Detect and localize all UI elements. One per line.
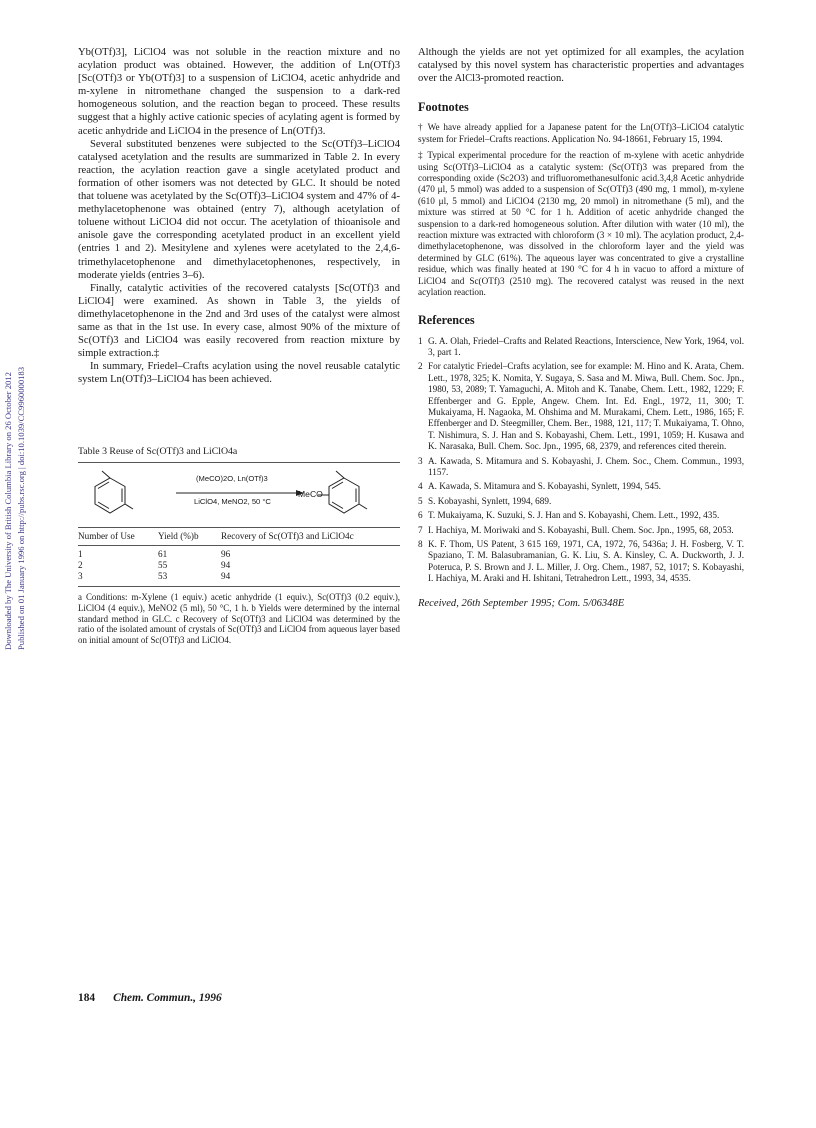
reference-text: A. Kawada, S. Mitamura and S. Kobayashi, Synlett, 1994, 545. (428, 481, 661, 492)
reference-item (418, 336, 744, 359)
received-date: Received, 26th September 1995; Com. 5/06348E (418, 597, 625, 609)
reference-item (418, 361, 744, 452)
reference-text: S. Kobayashi, Synlett, 1994, 689. (428, 495, 552, 506)
table-row (78, 571, 400, 582)
table-cell: 61 (158, 549, 168, 559)
table-3 (78, 446, 400, 646)
journal-name: Chem. Commun., 1996 (113, 992, 222, 1004)
table-body (78, 546, 400, 586)
reference-number: 4 (418, 481, 423, 492)
reference-item (418, 510, 744, 521)
table-row (78, 560, 400, 571)
reference-number: 7 (418, 524, 423, 535)
reference-number: 1 (418, 335, 423, 346)
table-cell: 96 (221, 549, 231, 559)
reference-text: For catalytic Friedel–Crafts acylation, see for example: M. Hino and K. Arata, Chem. Lett., 1978, 325; K. Nomita, Y. Sugaya, S. Sasa and M. Miwa, Bull. Chem. Soc. Jpn., 1980, 53, 2089; T. Yamaguchi, A. Mitoh and K. Tanabe, Chem. Lett., 1982, 1229; F. Effenberger and G. Epple, Angew. Chem. Int. Ed. Engl., 1972, 11, 300; T. Mukaiyama, H. Nagaoka, M. Ohshima and M. Murakami, Chem. Lett., 1986, 165; F. Effenberger and D. Steegmiller, Chem. Ber., 1988, 121, 117; T. Mukaiyama, T. Ohno, T. Nishimura, S. J. Han and S. Kobayashi, Chem. Lett., 1991, 1059; H. Kusawa and K. Narasaka, Bull. Chem. Soc. Jpn., 1995, 68, 2379, and references cited therein. (428, 361, 744, 452)
reference-number: 6 (418, 510, 423, 521)
reference-item (418, 496, 744, 507)
table-cell: 94 (221, 560, 231, 570)
column-header: Yield (%)b (158, 531, 199, 541)
left-column (78, 46, 400, 386)
body-paragraph: Several substituted benzenes were subjected to the Sc(OTf)3–LiClO4 catalysed acetylation and the results are summarized in Table 2. In every reaction, the acylation reaction gave a single acetylated product and formation of other isomers was not detected by GLC. It should be noted that toluene was acetylated by the Sc(OTf)3–LiClO4 system and 47% of 4-methylacetophenone was obtained (entry 7), although acetylation of toluene without LiClO4 did not occur. The acetylation of thioanisole and anisole gave the corresponding acetylated product in an excellent yield (entries 1 and 2). Mesitylene and xylenes were acetylated to the 2,4,6-trimethylacetophenone and dimethylacetophenones, respectively, in moderate yields (entries 3–6). (78, 138, 400, 281)
table-cell: 2 (78, 560, 83, 570)
table-cell: 3 (78, 571, 83, 581)
reference-text: A. Kawada, S. Mitamura and S. Kobayashi, J. Chem. Soc., Chem. Commun., 1993, 1157. (428, 455, 744, 478)
table-title: Table 3 Reuse of Sc(OTf)3 and LiClO4a (78, 446, 238, 457)
reference-number: 8 (418, 539, 423, 550)
body-paragraph: Although the yields are not yet optimized for all examples, the acylation catalysed by this novel system has characteristic properties and advantages over the AlCl3-promoted reaction. (418, 47, 744, 85)
reagents-above-arrow: (MeCO)2O, Ln(OTf)3 (196, 474, 268, 483)
table-rule (78, 586, 400, 587)
references-heading: References (418, 313, 475, 328)
reaction-scheme (78, 463, 400, 527)
table-cell: 1 (78, 549, 83, 559)
reference-text: T. Mukaiyama, K. Suzuki, S. J. Han and S. Kobayashi, Chem. Lett., 1992, 435. (428, 510, 720, 521)
column-header: Recovery of Sc(OTf)3 and LiClO4c (221, 531, 354, 541)
product-acyl-label: MeCO (298, 489, 323, 499)
doi-notice[interactable]: Published on 01 January 1996 on http://pubs.rsc.org | doi:10.1039/CC9960000183 (16, 366, 26, 650)
reference-text: K. F. Thom, US Patent, 3 615 169, 1971, CA, 1972, 76, 5436a; J. H. Fosberg, V. T. Spaziano, T. M. Balasubramanian, G. K. Liu, S. A. Kinsley, C. A. Duckworth, J. J. Poteruca, P. S. Brown and J. L. Miller, J. Org. Chem., 1987, 52, 1017; S. Kobayashi, I. Hachiya, M. Araki and H. Ishitani, Tetrahedron Lett., 1993, 34, 4535. (428, 539, 744, 584)
reaction-scheme-drawing (78, 463, 400, 527)
reference-item (418, 539, 744, 585)
reference-text: G. A. Olah, Friedel–Crafts and Related Reactions, Interscience, New York, 1964, vol. 3, part 1. (428, 335, 744, 357)
column-header: Number of Use (78, 531, 135, 541)
reagents-below-arrow: LiClO4, MeNO2, 50 °C (194, 497, 271, 506)
footnotes-heading: Footnotes (418, 100, 469, 115)
body-paragraph: In summary, Friedel–Crafts acylation using the novel reusable catalytic system Ln(OTf)3–LiClO4 has been achieved. (78, 361, 400, 386)
table-row (78, 549, 400, 560)
page-footer (78, 992, 222, 1004)
reference-item (418, 525, 744, 536)
reference-text: I. Hachiya, M. Moriwaki and S. Kobayashi, Bull. Chem. Soc. Jpn., 1995, 68, 2053. (428, 524, 734, 535)
download-notice: Downloaded by The University of British Columbia Library on 26 October 2012 (3, 372, 13, 650)
body-paragraph: Finally, catalytic activities of the recovered catalysts [Sc(OTf)3 and LiClO4] were examined. As shown in Table 3, the yields of dimethylacetophenone in the 2nd and 3rd uses of the catalyst were almost same as that in the 1st use. In every case, almost 90% of the mixture of Sc(OTf)3 and LiClO4 was easily recovered from reaction mixture by simple extraction.‡ (78, 282, 400, 360)
download-watermark (0, 210, 30, 650)
page-number: 184 (78, 992, 96, 1004)
reference-item (418, 456, 744, 479)
footnote: ‡ Typical experimental procedure for the reaction of m-xylene with acetic anhydride using Sc(OTf)3–LiClO4 as a catalytic system: (Sc(OTf)3 was prepared from the corresponding oxide (Sc2O3) and trifluoromethanesulfonic acid.3,4,8 Acetic anhydride (470 μl, 5 mmol) was added to a suspension of Sc(OTf)3 (490 mg, 1 mmol), m-xylene (610 μl, 5 mmol) and LiClO4 (2130 mg, 20 mmol) in nitromethane (5 ml), and the mixture was stirred at 50 °C for 1 h. Addition of acetic anhydride changed the suspension to a dark-red homogeneous solution. After dilution with water (10 ml), the reaction mixture was extracted with chloroform (3 × 10 ml). The acylation product, 2,4-dimethylacetophenone, was dissolved in the chloroform layer and the yield was determined by GLC (61%). The aqueous layer was concentrated to give a crystalline residue, which was finally heated at 190 °C for 4 h in vacuo to afford a mixture of LiClO4 and Sc(OTf)3 (2510 mg). The recovered catalyst was reused in the next acylation reaction. (418, 150, 744, 298)
table-cell: 55 (158, 560, 168, 570)
reference-number: 5 (418, 495, 423, 506)
reference-list (418, 336, 744, 585)
table-notes: a Conditions: m-Xylene (1 equiv.) acetic anhydride (1 equiv.), Sc(OTf)3 (0.2 equiv.), LiClO4 (4 equiv.), MeNO2 (5 ml), 50 °C, 1 h. b Yields were determined by the internal standard method in GLC. c Recovery of Sc(OTf)3 and LiClO4 was determined by the ratio of the isolated amount of crystals of Sc(OTf)3 and LiClO4 from aqueous layer based on initial amount of Sc(OTf)3 and LiClO4. (78, 592, 400, 646)
right-column (418, 46, 744, 610)
reference-number: 3 (418, 455, 423, 466)
table-header (78, 528, 400, 545)
table-cell: 94 (221, 571, 231, 581)
body-paragraph: Yb(OTf)3], LiClO4 was not soluble in the reaction mixture and no acylation product was obtained. However, the addition of Ln(OTf)3 [Sc(OTf)3 or Yb(OTf)3] to a suspension of LiClO4, acetic anhydride and m-xylene in nitromethane changed the suspension to a dark-red homogeneous solution, and the reaction began to proceed. These results suggest that a highly active cationic species of acylating agent is formed by acetic anhydride and LiClO4 in the presence of Ln(OTf)3. (78, 47, 400, 137)
reference-item (418, 481, 744, 492)
footnote: † We have already applied for a Japanese patent for the Ln(OTf)3–LiClO4 catalytic system for Friedel–Crafts reactions. Application No. 94-18661, February 15, 1994. (418, 122, 744, 144)
reference-number: 2 (418, 361, 423, 372)
table-cell: 53 (158, 571, 168, 581)
